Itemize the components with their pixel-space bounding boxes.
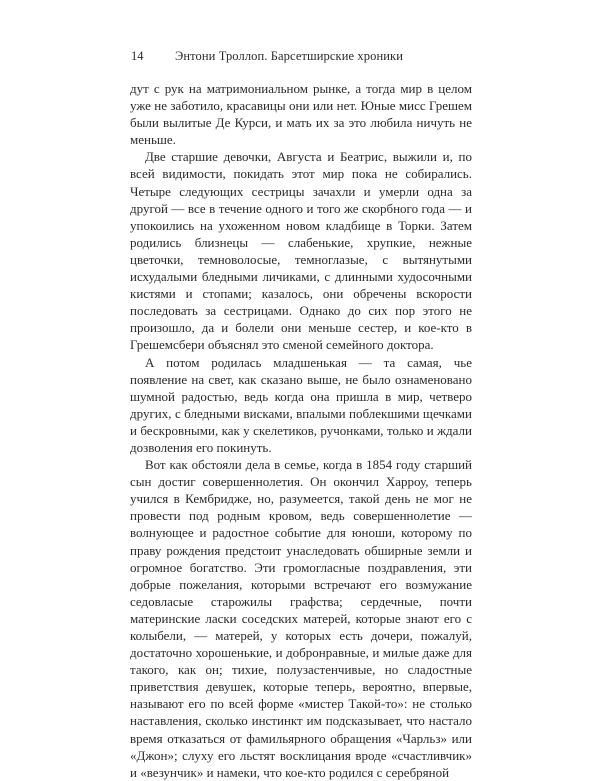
- paragraph-continuation: дут с рук на матримониальном рынке, а тогда мир в целом уже не заботило, красавицы они или нет. Юные мисс Грешем были вылитые Де Курси, и мать их за это любила ничуть не меньше.: [130, 81, 472, 148]
- paragraph-youngest: А потом родилась младшенькая — та самая, чье появление на свет, как сказано выше, не было ознаменовано шумной радостью, ведь когда она пришла в мир, четверо других, с бледными висками, впалыми поблекшими щечками и бескровными, как у скелетиков, ручонками, только и ждали дозволения его покинуть.: [130, 354, 472, 455]
- page-number: 14: [131, 49, 144, 63]
- running-head-title: Энтони Троллоп. Барсетширские хроники: [175, 49, 403, 63]
- body-text: [130, 80, 472, 781]
- running-head: [131, 48, 464, 64]
- paragraph-daughters: Две старшие девочки, Августа и Беатрис, выжили и, по всей видимости, покидать этот мир пока не собирались. Четыре следующих сестрицы зачахли и умерли одна за другой — все в течение одного и того же скорбного года — и упокоились на ухоженном новом кладбище в Торки. Затем родились близнецы — слабенькие, хрупкие, нежные цветочки, темноволосые, темноглазые, с вытянутыми исхудалыми бледными личиками, с длинными худосочными кистями и стопами; казалось, они обречены вскорости последовать за сестрицами. Однако до сих пор этого не произошло, да и болели они меньше сестер, и кое-кто в Грешемсбери объяснял это сменой семейного доктора.: [130, 149, 472, 353]
- paragraph-coming-of-age: Вот как обстояли дела в семье, когда в 1854 году старший сын достиг совершеннолетия. Он окончил Харроу, теперь учился в Кембридже, но, разумеется, такой день не мог не провести под родным кровом, ведь совершеннолетие — волнующее и радостное событие для юноши, которому по праву рождения предстоит унаследовать обширные земли и огромное богатство. Эти громогласные поздравления, эти добрые пожелания, которыми встречают его возмужание седовласые старожилы графства; сердечные, почти материнские ласки соседских матерей, которые знают его с колыбели, — матерей, у которых есть дочери, пожалуй, достаточно хорошенькие, и добронравные, и милые даже для такого, как он; тихие, полузастенчивые, но сладостные приветствия девушек, которые теперь, вероятно, впервые, называют его по всей форме «мистер Такой-то»: не столько наставления, сколько инстинкт им подсказывает, что настало время отказаться от фамильярного обращения «Чарльз» или «Джон»; слуху его льстят восклицания вроде «счастливчик» и «везунчик» и намеки, что кое-кто родился с серебряной: [130, 457, 472, 780]
